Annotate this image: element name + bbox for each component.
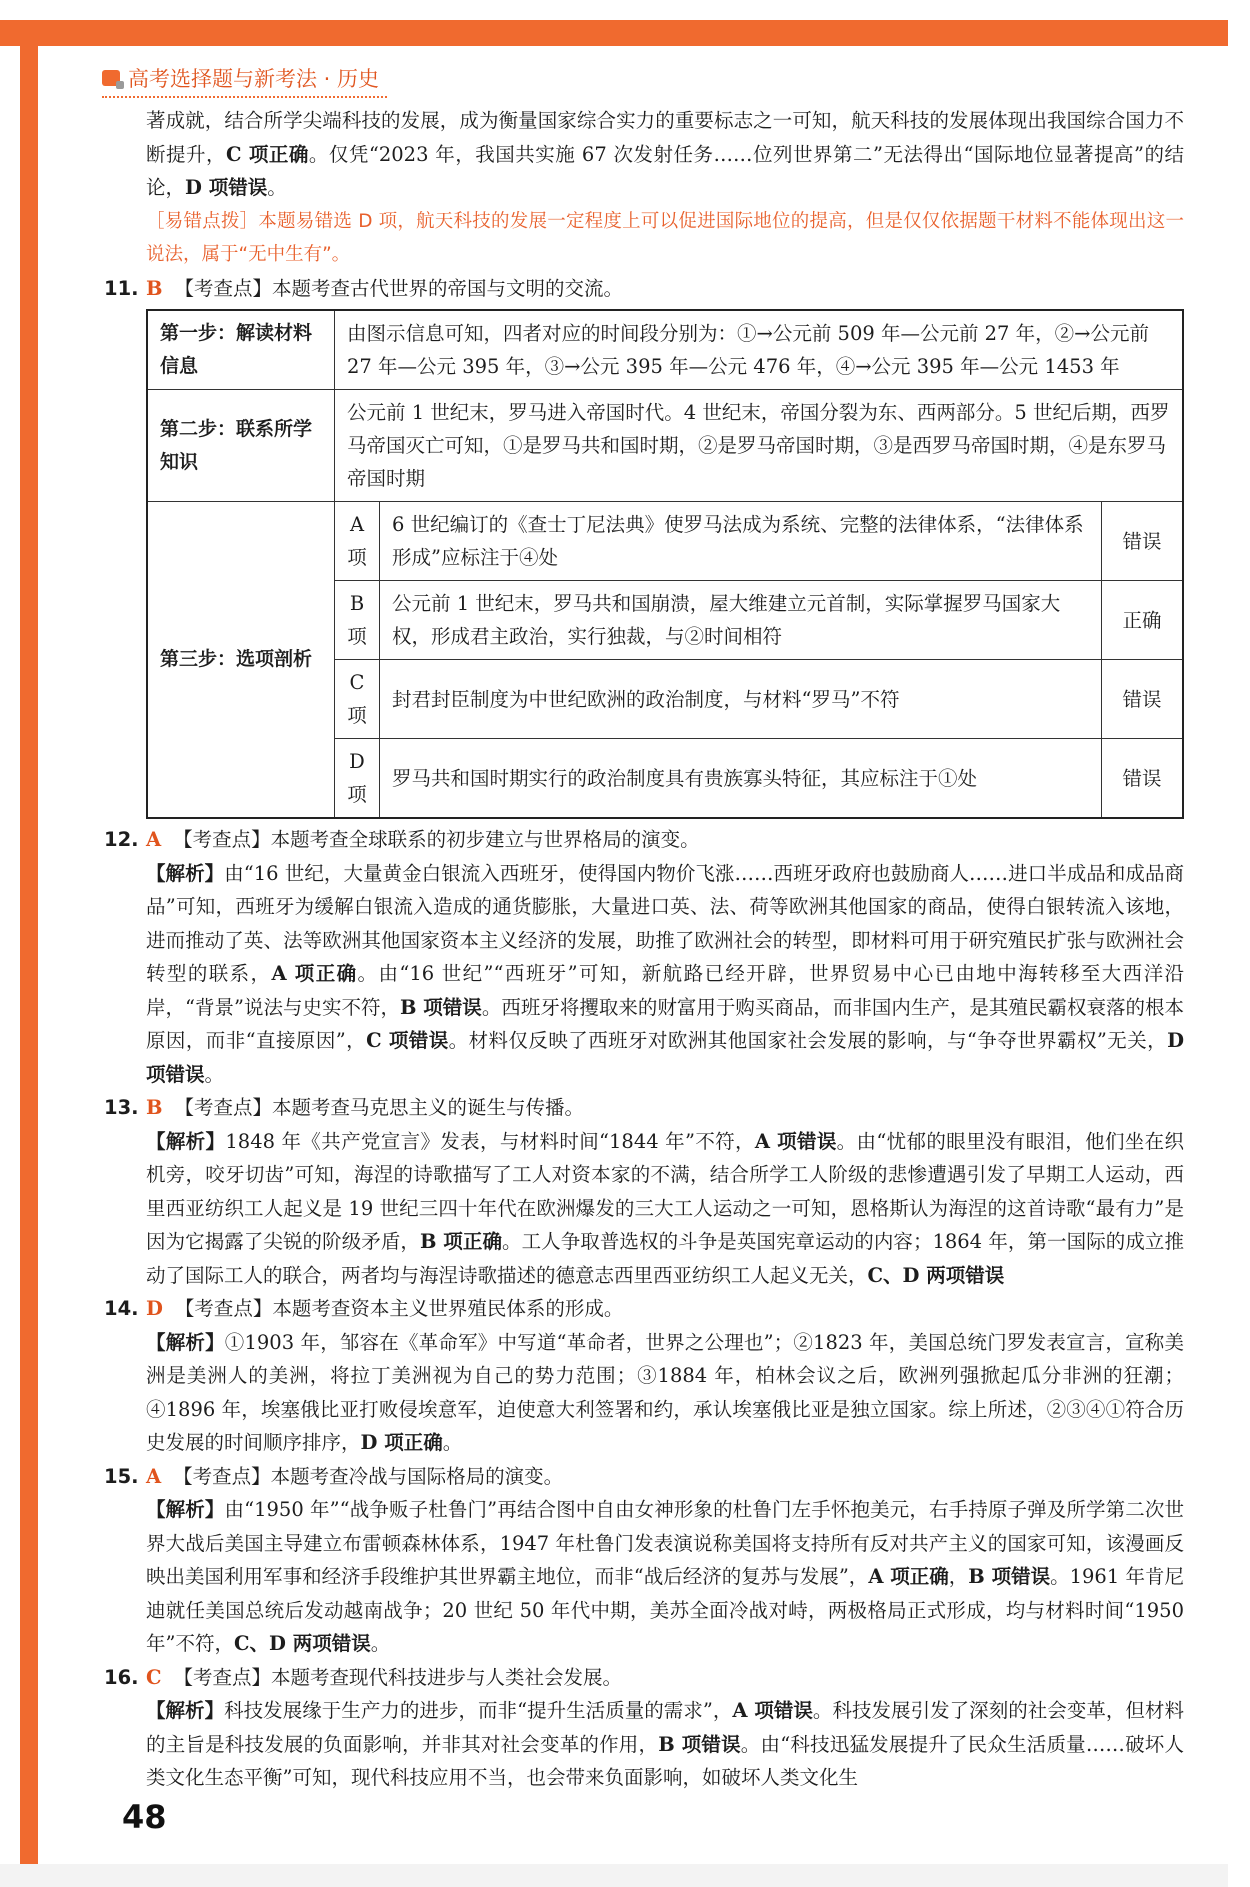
step-3-label: 第三步：选项剖析 — [147, 502, 335, 819]
analysis-table — [146, 309, 1184, 819]
question-13-analysis: 【解析】1848 年《共产党宣言》发表，与材料时间“1844 年”不符，A 项错误。由“忧郁的眼里没有眼泪，他们坐在织机旁，咬牙切齿”可知，海涅的诗歌描写了工人对资本家的不满，结合所学工人阶级的悲惨遭遇引发了早期工人运动，西里西亚纺织工人起义是 19 世纪三四十年代在欧洲爆发的三大工人运动之一可知，恩格斯认为海涅的这首诗歌“最有力”是因为它揭露了尖锐的阶级矛盾，B 项正确。工人争取普选权的斗争是英国宪章运动的内容；1864 年，第一国际的成立推动了国际工人的联合，两者均与海涅诗歌描述的德意志西里西亚纺织工人起义无关，C、D 两项错误 — [146, 1129, 1184, 1287]
question-13-header — [104, 1091, 1184, 1125]
exam-point: 【考查点】本题考查马克思主义的诞生与传播。 — [174, 1096, 584, 1119]
question-16-analysis: 【解析】科技发展缘于生产力的进步，而非“提升生活质量的需求”，A 项错误。科技发展引发了深刻的社会变革，但材料的主旨是科技发展的负面影响，并非其对社会变革的作用，B 项错误。由“科技迅猛发展提升了民众生活质量……破坏人类文化生态平衡”可知，现代科技应用不当，也会带来负面影响，如破坏人类文化生 — [146, 1699, 1184, 1789]
option-verdict: 错误 — [1102, 660, 1184, 739]
option-label: B 项 — [335, 581, 380, 660]
question-number: 15. — [104, 1464, 139, 1488]
question-12-analysis: 【解析】由“16 世纪，大量黄金白银流入西班牙，使得国内物价飞涨……西班牙政府也鼓励商人……进口半成品和成品商品”可知，西班牙为缓解白银流入造成的通货膨胀，大量进口英、法、荷等欧洲其他国家的商品，使得白银转流入该地，进而推动了英、法等欧洲其他国家资本主义经济的发展，助推了欧洲社会的转型，即材料可用于研究殖民扩张与欧洲社会转型的联系，A 项正确。由“16 世纪”“西班牙”可知，新航路已经开辟，世界贸易中心已由地中海转移至大西洋沿岸，“背景”说法与史实不符，B 项错误。西班牙将攫取来的财富用于购买商品，而非国内生产，是其殖民霸权衰落的根本原因，而非“直接原因”，C 项错误。材料仅反映了西班牙对欧洲其他国家社会发展的影响，与“争夺世界霸权”无关，D 项错误。 — [146, 861, 1184, 1086]
question-11-header — [104, 272, 1184, 306]
exam-point: 【考查点】本题考查全球联系的初步建立与世界格局的演变。 — [173, 828, 700, 851]
question-number: 11. — [104, 276, 139, 300]
step-2-label: 第二步：联系所学知识 — [147, 390, 335, 502]
answer-letter: A — [146, 1464, 162, 1488]
exam-point: 【考查点】本题考查现代科技进步与人类社会发展。 — [173, 1665, 623, 1689]
option-label: D 项 — [335, 739, 380, 819]
question-number: 12. — [104, 828, 139, 851]
answer-letter: B — [146, 1096, 163, 1119]
intro-paragraph: 著成就，结合所学尖端科技的发展，成为衡量国家综合实力的重要标志之一可知，航天科技的发展体现出我国综合国力不断提升，C 项正确。仅凭“2023 年，我国共实施 67 次发射任务……位列世界第二”无法得出“国际地位显著提高”的结论，D 项错误。 — [146, 109, 1184, 199]
exam-point: 【考查点】本题考查冷战与国际格局的演变。 — [173, 1464, 564, 1488]
error-tip-note: ［易错点拨］本题易错选 D 项，航天科技的发展一定程度上可以促进国际地位的提高，但是仅仅依据题干材料不能体现出这一说法，属于“无中生有”。 — [146, 210, 1184, 265]
option-label: A 项 — [335, 502, 380, 581]
answer-letter: D — [146, 1297, 163, 1320]
page-content — [104, 104, 1184, 1795]
question-number: 14. — [104, 1297, 139, 1320]
answer-letter: C — [146, 1665, 162, 1689]
question-number: 13. — [104, 1096, 139, 1119]
option-text: 公元前 1 世纪末，罗马共和国崩溃，屋大维建立元首制，实际掌握罗马国家大权，形成君主政治，实行独裁，与②时间相符 — [380, 581, 1102, 660]
option-label: C 项 — [335, 660, 380, 739]
book-logo-icon — [102, 70, 120, 86]
option-verdict: 错误 — [1102, 502, 1184, 581]
option-verdict: 错误 — [1102, 739, 1184, 819]
option-text: 罗马共和国时期实行的政治制度具有贵族寡头特征，其应标注于①处 — [380, 739, 1102, 819]
top-border — [0, 20, 1228, 46]
question-number: 16. — [104, 1665, 139, 1689]
question-15-analysis: 【解析】由“1950 年”“战争贩子杜鲁门”再结合图中自由女神形象的杜鲁门左手怀抱美元，右手持原子弹及所学第二次世界大战后美国主导建立布雷顿森林体系，1947 年杜鲁门发表演说称美国将支持所有反对共产主义的国家可知，该漫画反映出美国利用军事和经济手段维护其世界霸主地位，而非“战后经济的复苏与发展”，A 项正确，B 项错误。1961 年肯尼迪就任美国总统后发动越南战争；20 世纪 50 年代中期，美苏全面冷战对峙，两极格局正式形成，均与材料时间“1950 年”不符，C、D 两项错误。 — [146, 1498, 1184, 1655]
step-1-text: 由图示信息可知，四者对应的时间段分别为：①→公元前 509 年—公元前 27 年，②→公元前 27 年—公元 395 年，③→公元 395 年—公元 476 年，④→公元 395 年—公元 1453 年 — [335, 310, 1184, 390]
option-verdict: 正确 — [1102, 581, 1184, 660]
table-row — [147, 390, 1183, 502]
exam-point: 【考查点】本题考查古代世界的帝国与文明的交流。 — [174, 276, 623, 300]
question-15-header — [104, 1460, 1184, 1494]
header-title: 高考选择题与新考法 · 历史 — [128, 67, 380, 91]
answer-letter: A — [146, 828, 162, 851]
question-16-header — [104, 1661, 1184, 1695]
step-2-text: 公元前 1 世纪末，罗马进入帝国时代。4 世纪末，帝国分裂为东、西两部分。5 世纪后期，西罗马帝国灭亡可知，①是罗马共和国时期，②是罗马帝国时期，③是西罗马帝国时期，④是东罗马帝国时期 — [335, 390, 1184, 502]
table-row — [147, 310, 1183, 390]
option-text: 封君封臣制度为中世纪欧洲的政治制度，与材料“罗马”不符 — [380, 660, 1102, 739]
bottom-strip — [0, 1864, 1228, 1887]
step-1-label: 第一步：解读材料信息 — [147, 310, 335, 390]
table-row — [147, 502, 1183, 581]
question-14-header — [104, 1292, 1184, 1326]
option-text: 6 世纪编订的《查士丁尼法典》使罗马法成为系统、完整的法律体系，“法律体系形成”应标注于④处 — [380, 502, 1102, 581]
left-border — [20, 20, 38, 1868]
answer-letter: B — [146, 276, 163, 300]
page-number: 48 — [122, 1798, 167, 1836]
page-header — [102, 60, 387, 98]
question-14-analysis: 【解析】①1903 年，邹容在《革命军》中写道“革命者，世界之公理也”；②1823 年，美国总统门罗发表宣言，宣称美洲是美洲人的美洲，将拉丁美洲视为自己的势力范围；③1884 年，柏林会议之后，欧洲列强掀起瓜分非洲的狂潮；④1896 年，埃塞俄比亚打败侵埃意军，迫使意大利签署和约，承认埃塞俄比亚是独立国家。综上所述，②③④①符合历史发展的时间顺序排序，D 项正确。 — [146, 1330, 1184, 1454]
exam-point: 【考查点】本题考查资本主义世界殖民体系的形成。 — [174, 1297, 624, 1320]
question-12-header — [104, 823, 1184, 857]
